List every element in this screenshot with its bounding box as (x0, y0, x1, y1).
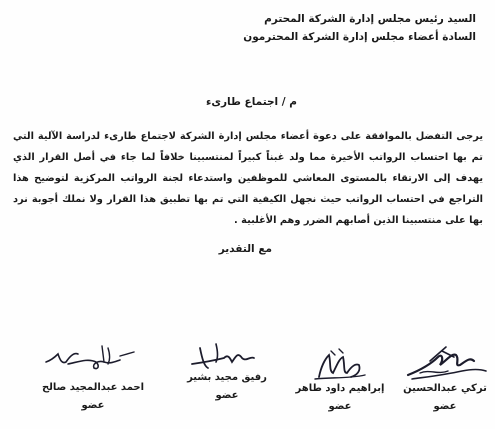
handwritten-signature-1 (390, 335, 495, 385)
recipient-line-chairman: السيد رئيس مجلس إدارة الشركة المحترم (264, 13, 476, 25)
letter-body: يرجى التفضل بالموافقة على دعوة أعضاء مجلس إدارة الشركة لاجتماع طارىء لدراسة الآلية التي تم بها احتساب الرواتب الأخيرة مما ولد غبناً كبيراً لمنتسبينا خلافاً لما جاء في أصل القرار الذي يهدف إلى الارتقاء بالمستوى المعاشي للموظفين واستدعاء لجنة الرواتب المركزية لتوضيح هذا التراجع في احتساب الرواتب حيث نجهل الكيفية التي تم بها تطبيق هذا القرار ولا نملك أجوبة نرد بها على منتسبينا الذين أصابهم الضرر وهم الأغلبية . (13, 131, 483, 226)
signatory-name-1: تركي عبدالحسين (403, 383, 487, 394)
signatory-role-1: عضو (433, 401, 457, 412)
handwritten-signature-4 (38, 332, 148, 382)
signatory-role-3: عضو (215, 390, 239, 401)
letter-closing: مع التقدير (218, 243, 272, 255)
handwritten-signature-3 (172, 328, 282, 378)
signatory-role-2: عضو (328, 401, 352, 412)
signature-block-1 (390, 335, 495, 429)
signature-block-3 (172, 328, 282, 429)
signatory-name-3: رفيق مجيد بشير (187, 372, 267, 383)
signatory-name-2: إبراهيم داود طاهر (295, 383, 385, 394)
handwritten-signature-2 (285, 335, 395, 385)
signature-block-2 (285, 335, 395, 429)
signature-block-4 (38, 332, 148, 429)
signatory-name-4: احمد عبدالمجيد صالح (41, 382, 145, 393)
letter-subject: م / اجتماع طارىء (206, 96, 297, 108)
recipient-line-board: السادة أعضاء مجلس إدارة الشركة المحترمون (243, 31, 476, 43)
signatory-role-4: عضو (81, 400, 105, 411)
